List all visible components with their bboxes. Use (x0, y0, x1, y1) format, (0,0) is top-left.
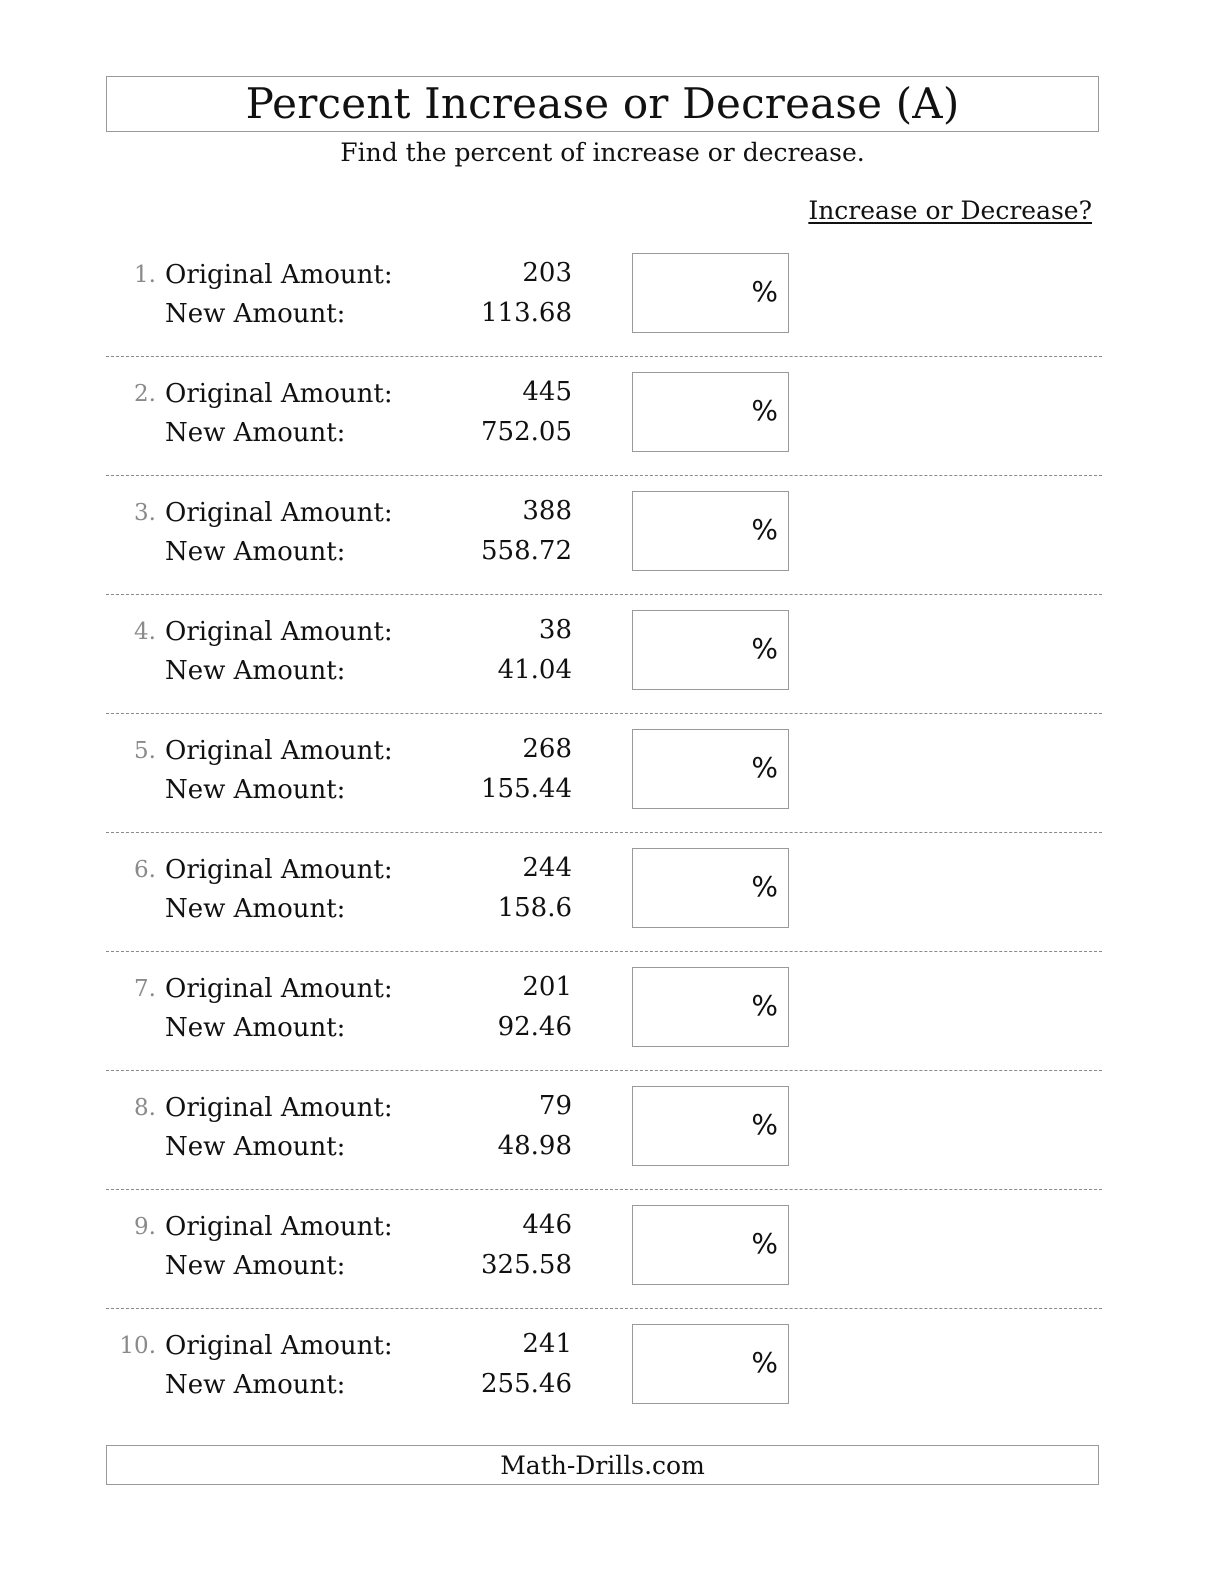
problem-row (106, 952, 1102, 1071)
new-amount-label: New Amount: (165, 775, 346, 805)
new-amount-label: New Amount: (165, 1132, 346, 1162)
footer-text: Math-Drills.com (500, 1450, 705, 1480)
title-box (106, 76, 1099, 132)
problem-row (106, 357, 1102, 476)
problem-row (106, 476, 1102, 595)
new-amount-value: 752.05 (481, 417, 572, 447)
percent-symbol: % (751, 513, 778, 546)
answer-box[interactable] (632, 848, 789, 928)
problem-number: 10. (119, 1333, 156, 1359)
original-amount-label: Original Amount: (165, 260, 393, 290)
percent-symbol: % (751, 751, 778, 784)
percent-symbol: % (751, 1346, 778, 1379)
new-amount-value: 558.72 (481, 536, 572, 566)
original-amount-value: 445 (522, 377, 572, 407)
new-amount-value: 325.58 (481, 1250, 572, 1280)
original-amount-value: 241 (522, 1329, 572, 1359)
percent-symbol: % (751, 989, 778, 1022)
new-amount-value: 92.46 (497, 1012, 572, 1042)
new-amount-value: 113.68 (481, 298, 572, 328)
new-amount-value: 48.98 (497, 1131, 572, 1161)
new-amount-label: New Amount: (165, 418, 346, 448)
original-amount-value: 79 (538, 1091, 572, 1121)
problem-number: 6. (134, 857, 156, 883)
problem-row (106, 833, 1102, 952)
original-amount-label: Original Amount: (165, 617, 393, 647)
footer (106, 1445, 1099, 1485)
new-amount-label: New Amount: (165, 656, 346, 686)
original-amount-label: Original Amount: (165, 1093, 393, 1123)
problem-list (106, 238, 1102, 1428)
original-amount-value: 244 (522, 853, 572, 883)
original-amount-value: 203 (522, 258, 572, 288)
percent-symbol: % (751, 1108, 778, 1141)
new-amount-value: 41.04 (497, 655, 572, 685)
original-amount-label: Original Amount: (165, 379, 393, 409)
new-amount-label: New Amount: (165, 299, 346, 329)
original-amount-label: Original Amount: (165, 1212, 393, 1242)
problem-number: 1. (134, 262, 156, 288)
percent-symbol: % (751, 870, 778, 903)
problem-row (106, 1071, 1102, 1190)
original-amount-label: Original Amount: (165, 974, 393, 1004)
problem-number: 3. (134, 500, 156, 526)
new-amount-label: New Amount: (165, 1370, 346, 1400)
answer-box[interactable] (632, 1324, 789, 1404)
original-amount-label: Original Amount: (165, 498, 393, 528)
original-amount-value: 446 (522, 1210, 572, 1240)
answer-box[interactable] (632, 967, 789, 1047)
percent-symbol: % (751, 275, 778, 308)
problem-number: 4. (134, 619, 156, 645)
problem-number: 5. (134, 738, 156, 764)
percent-symbol: % (751, 1227, 778, 1260)
problem-row (106, 1309, 1102, 1428)
answer-box[interactable] (632, 253, 789, 333)
new-amount-label: New Amount: (165, 1251, 346, 1281)
new-amount-value: 155.44 (481, 774, 572, 804)
original-amount-value: 388 (522, 496, 572, 526)
answer-box[interactable] (632, 610, 789, 690)
original-amount-value: 38 (538, 615, 572, 645)
new-amount-label: New Amount: (165, 894, 346, 924)
problem-row (106, 1190, 1102, 1309)
problem-row (106, 714, 1102, 833)
problem-row (106, 595, 1102, 714)
original-amount-value: 268 (522, 734, 572, 764)
problem-number: 8. (134, 1095, 156, 1121)
problem-row (106, 238, 1102, 357)
original-amount-label: Original Amount: (165, 855, 393, 885)
answer-box[interactable] (632, 1086, 789, 1166)
original-amount-label: Original Amount: (165, 1331, 393, 1361)
problem-number: 9. (134, 1214, 156, 1240)
original-amount-label: Original Amount: (165, 736, 393, 766)
problem-number: 7. (134, 976, 156, 1002)
answer-box[interactable] (632, 729, 789, 809)
increase-or-decrease-header: Increase or Decrease? (808, 196, 1092, 225)
problem-number: 2. (134, 381, 156, 407)
answer-box[interactable] (632, 491, 789, 571)
instructions: Find the percent of increase or decrease. (340, 138, 865, 167)
answer-box[interactable] (632, 1205, 789, 1285)
original-amount-value: 201 (522, 972, 572, 1002)
page-title: Percent Increase or Decrease (A) (245, 79, 960, 128)
percent-symbol: % (751, 632, 778, 665)
percent-symbol: % (751, 394, 778, 427)
new-amount-value: 158.6 (497, 893, 572, 923)
new-amount-label: New Amount: (165, 1013, 346, 1043)
answer-box[interactable] (632, 372, 789, 452)
new-amount-value: 255.46 (481, 1369, 572, 1399)
new-amount-label: New Amount: (165, 537, 346, 567)
